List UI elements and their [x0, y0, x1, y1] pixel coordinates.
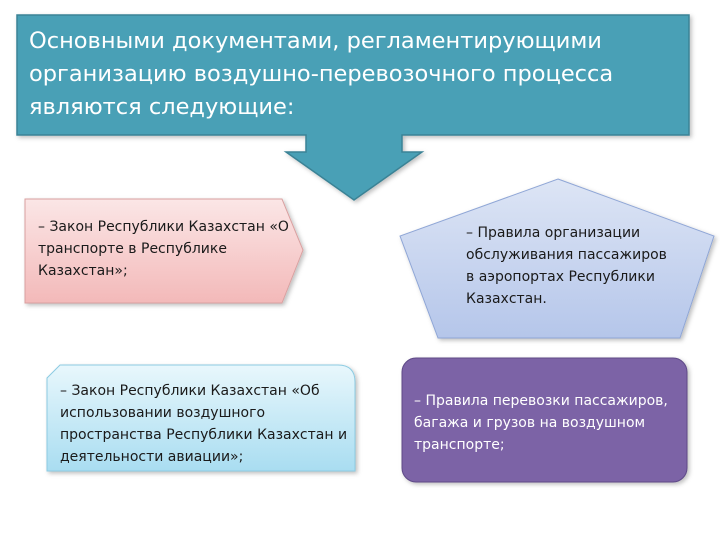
box-passenger-service-rules-text: – Правила организации обслуживания пассажиров в аэропортах Республики Казахстан. [466, 225, 667, 307]
box-carriage-rules-text: – Правила перевозки пассажиров, багажа и грузов на воздушном транспорте; [414, 393, 668, 453]
box-transport-law-text: – Закон Республики Казахстан «О транспорте в Республике Казахстан»; [38, 219, 289, 279]
box-airspace-law-text: – Закон Республики Казахстан «Об использовании воздушного пространства Республики Казахстан и деятельности авиации»; [60, 383, 348, 465]
header-title: Основными документами, регламентирующими организацию воздушно-перевозочного процесса являются следующие: [29, 28, 614, 120]
